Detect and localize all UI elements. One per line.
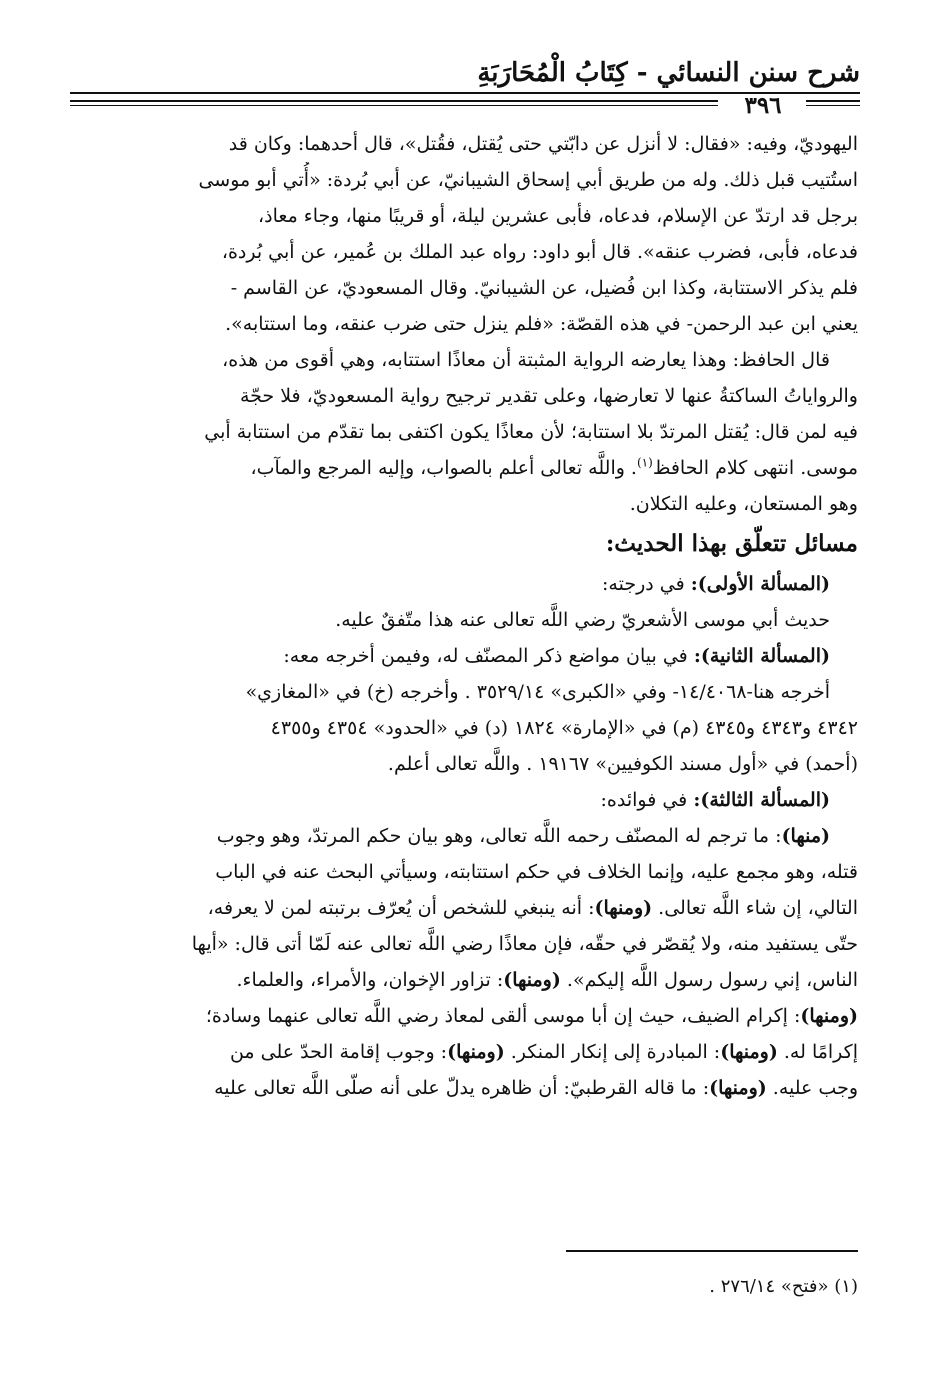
- text-line: (أحمد) في «أول مسند الكوفيين» ١٩١٦٧ . واللَّه تعالى أعلم.: [387, 753, 858, 775]
- text-line: يعني ابن عبد الرحمن- في هذه القصّة: «فلم ينزل حتى ضرب عنقه، وما استتابه».: [225, 313, 858, 335]
- text-segment: : ما ترجم له المصنّف رحمه اللَّه تعالى، وهو بيان حكم المرتدّ، وهو وجوب: [216, 825, 782, 847]
- section-heading: مسائل تتعلّق بهذا الحديث:: [605, 530, 858, 557]
- footnote-separator: [566, 1250, 858, 1252]
- text-segment: إكرامًا له.: [777, 1041, 858, 1063]
- text-line: وهو المستعان، وعليه التكلان.: [629, 493, 858, 515]
- text-segment: : المبادرة إلى إنكار المنكر.: [504, 1041, 721, 1063]
- text-line: [92, 1070, 858, 1106]
- text-segment: : ما قاله القرطبيّ: أن ظاهره يدلّ على أنه صلّى اللَّه تعالى عليه: [214, 1077, 710, 1099]
- fawaid-list: [92, 818, 858, 1106]
- text-line: ٤٣٤٢ و٤٣٤٣ و٤٣٤٥ (م) في «الإمارة» ١٨٢٤ (د) في «الحدود» ٤٣٥٤ و٤٣٥٥: [270, 717, 858, 739]
- masala-label: (المسألة الثانية):: [693, 645, 830, 667]
- point-marker: (ومنها): [594, 897, 653, 919]
- page-number: ٣٩٦: [744, 92, 782, 119]
- header-double-rule-right-thin: [806, 105, 860, 106]
- text-line: حديث أبي موسى الأشعريّ رضي اللَّه تعالى عنه هذا متّفقٌ عليه.: [335, 609, 830, 631]
- text-segment: وجب عليه.: [766, 1077, 858, 1099]
- header-double-rule-right: [806, 100, 860, 102]
- header-double-rule-left-thin: [70, 105, 718, 106]
- header-double-rule-left: [70, 100, 718, 102]
- text-line: فلم يذكر الاستتابة، وكذا ابن فُضيل، عن الشيبانيّ. وقال المسعوديّ، عن القاسم -: [230, 277, 858, 299]
- masala-label: (المسألة الثالثة):: [693, 789, 830, 811]
- point-marker: (ومنها): [720, 1041, 778, 1063]
- text-line: [92, 926, 858, 962]
- text-segment: : إكرام الضيف، حيث إن أبا موسى ألقى لمعاذ رضي اللَّه تعالى عنهما وسادة؛: [205, 1005, 801, 1027]
- masala-2-title: [92, 638, 858, 674]
- text-line: برجل قد ارتدّ عن الإسلام، فدعاه، فأبى عشرين ليلة، أو قريبًا منها، وجاء معاذ،: [258, 205, 858, 227]
- text-line: فيه لمن قال: يُقتل المرتدّ بلا استتابة؛ لأن معاذًا يكون اكتفى بما تقدّم من استتابة أبي: [204, 421, 858, 443]
- masala-title: في درجته:: [602, 573, 691, 595]
- footnote-reference[interactable]: (١): [636, 455, 653, 470]
- text-segment: . واللَّه تعالى أعلم بالصواب، وإليه المرجع والمآب،: [250, 457, 637, 479]
- masala-title: في فوائده:: [600, 789, 694, 811]
- text-line: [92, 890, 858, 926]
- text-segment: التالي، إن شاء اللَّه تعالى.: [652, 897, 858, 919]
- text-line: [92, 962, 858, 998]
- text-line: أخرجه هنا-١٤/٤٠٦٨- وفي «الكبرى» ٣٥٢٩/١٤ . وأخرجه (خ) في «المغازي»: [245, 681, 830, 703]
- text-line: فدعاه، فأبى، فضرب عنقه». قال أبو داود: رواه عبد الملك بن عُمير، عن أبي بُردة،: [221, 241, 858, 263]
- masala-3-title: [92, 782, 858, 818]
- text-line: [92, 818, 858, 854]
- text-line: [92, 450, 858, 486]
- point-marker: (منها): [781, 825, 830, 847]
- text-line: اليهوديّ، وفيه: «فقال: لا أنزل عن دابّتي حتى يُقتل، فقُتل»، قال أحدهما: وكان قد: [228, 133, 858, 155]
- main-text: [92, 126, 858, 1106]
- point-marker: (ومنها): [800, 1005, 858, 1027]
- footnote: (١) «فتح» ٢٧٦/١٤ .: [709, 1276, 858, 1297]
- masala-title: في بيان مواضع ذكر المصنّف له، وفيمن أخرجه معه:: [283, 645, 694, 667]
- text-segment: : تزاور الإخوان، والأمراء، والعلماء.: [236, 969, 504, 991]
- text-segment: : وجوب إقامة الحدّ على من: [229, 1041, 448, 1063]
- text-segment: حتّى يستفيد منه، ولا يُقصّر في حقّه، فإن معاذًا رضي اللَّه تعالى عنه لَمّا أتى قال: «أيها: [191, 933, 858, 955]
- text-line: [92, 854, 858, 890]
- text-segment: قتله، وهو مجمع عليه، وإنما الخلاف في حكم استتابته، وسيأتي البحث عنه في الباب: [215, 861, 858, 883]
- point-marker: (ومنها): [709, 1077, 767, 1099]
- point-marker: (ومنها): [503, 969, 561, 991]
- running-title: شرح سنن النسائي - كِتَابُ الْمُحَارَبَةِ: [477, 58, 860, 88]
- text-line: [92, 1034, 858, 1070]
- text-segment: الناس، إني رسول رسول اللَّه إليكم».: [560, 969, 858, 991]
- text-line: قال الحافظ: وهذا يعارضه الرواية المثبتة أن معاذًا استتابه، وهي أقوى من هذه،: [222, 349, 830, 371]
- masala-1-title: [92, 566, 858, 602]
- text-line: والرواياتُ الساكتةُ عنها لا تعارضها، وعلى تقدير ترجيح رواية المسعوديّ، فلا حجّة: [239, 385, 858, 407]
- text-line: [92, 998, 858, 1034]
- text-segment: موسى. انتهى كلام الحافظ: [652, 457, 858, 479]
- masala-label: (المسألة الأولى):: [690, 573, 830, 595]
- text-segment: : أنه ينبغي للشخص أن يُعرّف برتبته لمن لا يعرفه،: [207, 897, 595, 919]
- point-marker: (ومنها): [447, 1041, 505, 1063]
- page-header: [70, 58, 860, 120]
- text-line: استُتيب قبل ذلك. وله من طريق أبي إسحاق الشيبانيّ، عن أبي بُردة: «أُتي أبو موسى: [198, 169, 858, 191]
